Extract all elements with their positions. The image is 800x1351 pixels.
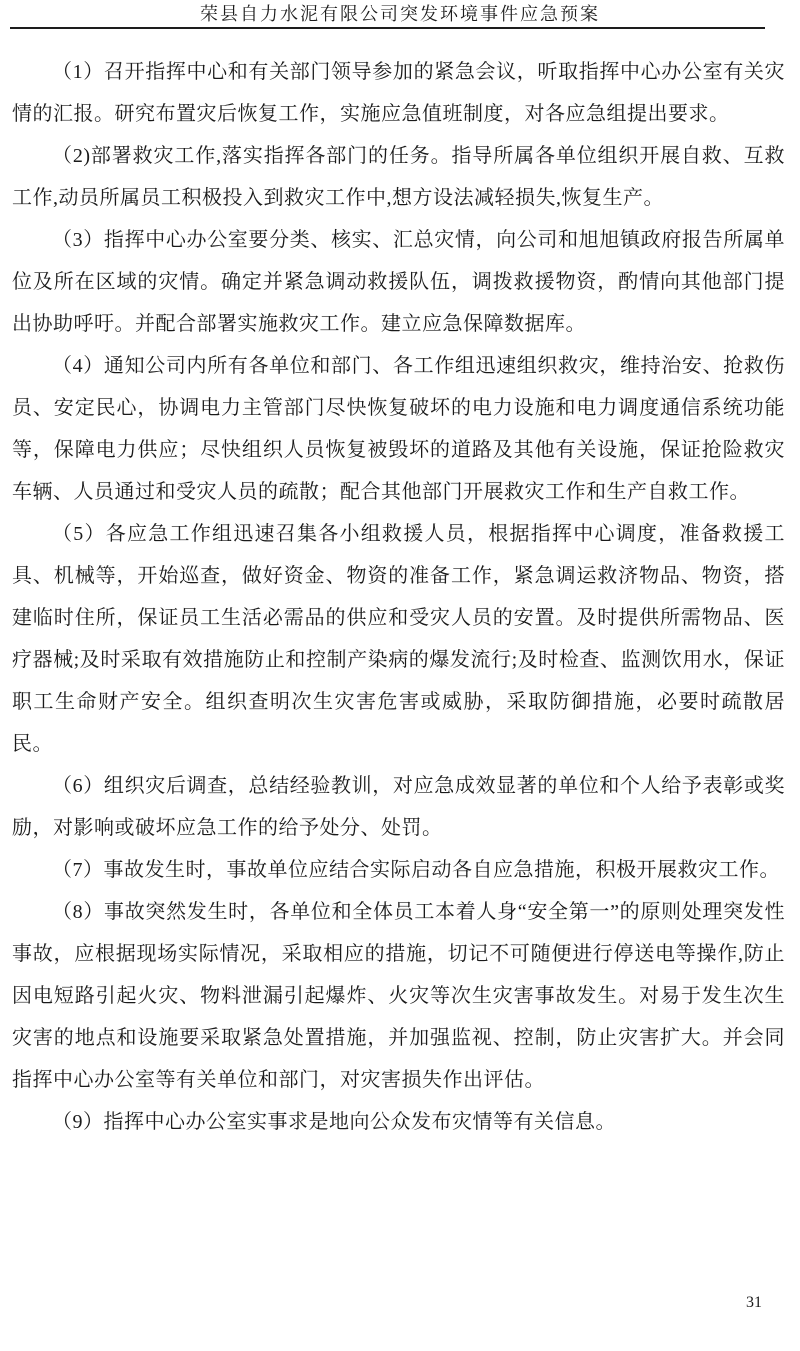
page-number: 31: [746, 1294, 762, 1311]
paragraph-2: （2)部署救灾工作,落实指挥各部门的任务。指导所属各单位组织开展自救、互救工作,动员所属员工积极投入到救灾工作中,想方设法减轻损失,恢复生产。: [12, 145, 785, 209]
paragraph-6: （6）组织灾后调查，总结经验教训，对应急成效显著的单位和个人给予表彰或奖励，对影响或破坏应急工作的给予处分、处罚。: [12, 775, 785, 839]
paragraph-1: （1）召开指挥中心和有关部门领导参加的紧急会议，听取指挥中心办公室有关灾情的汇报。研究布置灾后恢复工作，实施应急值班制度，对各应急组提出要求。: [12, 61, 785, 125]
document-body: [12, 51, 785, 1143]
paragraph-3: （3）指挥中心办公室要分类、核实、汇总灾情，向公司和旭旭镇政府报告所属单位及所在区域的灾情。确定并紧急调动救援队伍，调拨救援物资，酌情向其他部门提出协助呼吁。并配合部署实施救灾工作。建立应急保障数据库。: [12, 229, 785, 335]
document-header-title: 荣县自力水泥有限公司突发环境事件应急预案: [200, 4, 600, 24]
paragraph-9: （9）指挥中心办公室实事求是地向公众发布灾情等有关信息。: [52, 1111, 616, 1133]
paragraph-5: （5）各应急工作组迅速召集各小组救援人员，根据指挥中心调度，准备救援工具、机械等，开始巡查，做好资金、物资的准备工作，紧急调运救济物品、物资，搭建临时住所，保证员工生活必需品的供应和受灾人员的安置。及时提供所需物品、医疗器械;及时采取有效措施防止和控制产染病的爆发流行;及时检查、监测饮用水，保证职工生命财产安全。组织查明次生灾害危害或威胁，采取防御措施，必要时疏散居民。: [12, 523, 785, 755]
paragraph-7: （7）事故发生时，事故单位应结合实际启动各自应急措施，积极开展救灾工作。: [52, 859, 780, 881]
paragraph-4: （4）通知公司内所有各单位和部门、各工作组迅速组织救灾，维持治安、抢救伤员、安定民心，协调电力主管部门尽快恢复破坏的电力设施和电力调度通信系统功能等，保障电力供应；尽快组织人员恢复被毁坏的道路及其他有关设施，保证抢险救灾车辆、人员通过和受灾人员的疏散；配合其他部门开展救灾工作和生产自救工作。: [12, 355, 785, 503]
paragraph-8: （8）事故突然发生时，各单位和全体员工本着人身“安全第一”的原则处理突发性事故，应根据现场实际情况，采取相应的措施，切记不可随便进行停送电等操作,防止因电短路引起火灾、物料泄漏引起爆炸、火灾等次生灾害事故发生。对易于发生次生灾害的地点和设施要采取紧急处置措施，并加强监视、控制，防止灾害扩大。并会同指挥中心办公室等有关单位和部门，对灾害损失作出评估。: [12, 901, 785, 1091]
page-footer: [746, 1294, 762, 1312]
header-divider: [10, 27, 765, 29]
page-header: [0, 0, 800, 29]
